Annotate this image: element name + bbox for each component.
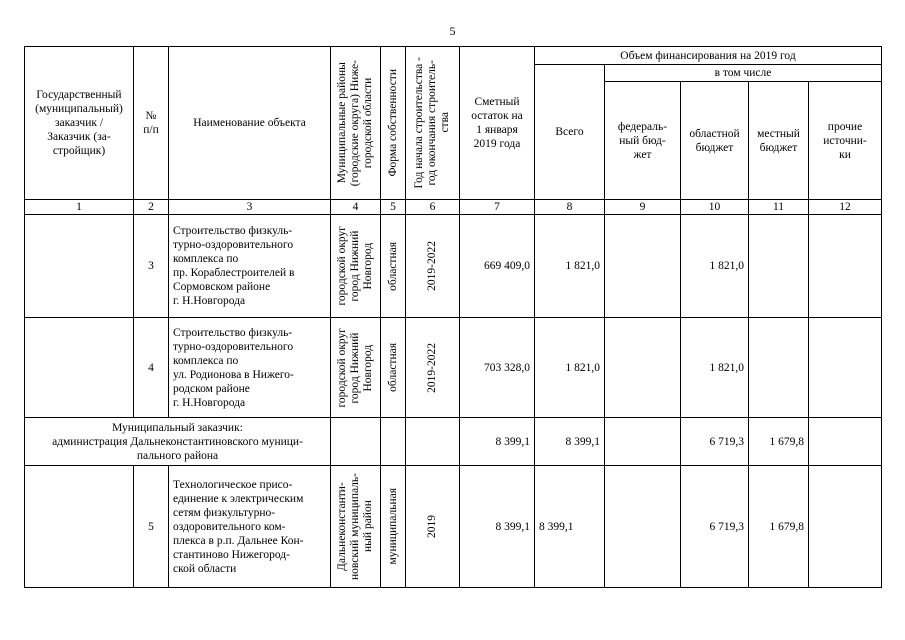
customer-summary-row: [25, 418, 882, 466]
column-number: 11: [749, 200, 809, 215]
table-row: [25, 215, 882, 318]
header-federal: федераль- ный бюд- жет: [605, 82, 681, 200]
other-value: [809, 466, 882, 588]
local-value: 1 679,8: [749, 418, 809, 466]
federal-value: [605, 318, 681, 418]
header-local: местный бюджет: [749, 82, 809, 200]
estimated-balance: 703 328,0: [460, 318, 535, 418]
regional-value: 1 821,0: [681, 318, 749, 418]
row-number: 4: [134, 318, 169, 418]
column-number: 10: [681, 200, 749, 215]
ownership-text: областная: [386, 343, 399, 392]
ownership-cell: [381, 215, 406, 318]
header-regional: областной бюджет: [681, 82, 749, 200]
customer-cell: [25, 215, 134, 318]
object-name: Строительство физкуль- турно-оздоровительного комплекса по ул. Родионова в Нижего- родском районе г. Н.Новгорода: [169, 318, 331, 418]
empty-cell: [381, 418, 406, 466]
district-cell: [331, 318, 381, 418]
header-object-name: Наименование объекта: [169, 47, 331, 200]
local-value: [749, 318, 809, 418]
header-years: [406, 47, 460, 200]
header-total: Всего: [535, 65, 605, 200]
federal-value: [605, 215, 681, 318]
column-number: 2: [134, 200, 169, 215]
header-customer: Государственный (муниципальный) заказчик / Заказчик (за- стройщик): [25, 47, 134, 200]
federal-value: [605, 466, 681, 588]
total-value: 8 399,1: [535, 418, 605, 466]
empty-cell: [331, 418, 381, 466]
customer-cell: [25, 466, 134, 588]
column-number: 7: [460, 200, 535, 215]
district-text: городской округ город Нижний Новгород: [336, 226, 374, 306]
total-value: 1 821,0: [535, 215, 605, 318]
district-cell: [331, 215, 381, 318]
header-ownership-text: Форма собственности: [386, 69, 399, 177]
header-ownership: [381, 47, 406, 200]
column-number: 12: [809, 200, 882, 215]
regional-value: 1 821,0: [681, 215, 749, 318]
estimated-balance: 669 409,0: [460, 215, 535, 318]
column-number: 8: [535, 200, 605, 215]
header-financing-volume: Объем финансирования на 2019 год: [535, 47, 882, 65]
column-number: 1: [25, 200, 134, 215]
column-number: 5: [381, 200, 406, 215]
years-text: 2019-2022: [426, 342, 438, 393]
ownership-text: областная: [386, 241, 399, 291]
header-municipal-districts-text: Муниципальные районы (городские округа) Ниже- городской области: [336, 59, 374, 187]
years-text: 2019-2022: [426, 241, 438, 291]
ownership-text: муниципальная: [386, 488, 399, 565]
header-other: прочие источни- ки: [809, 82, 882, 200]
regional-value: 6 719,3: [681, 418, 749, 466]
total-value: 1 821,0: [535, 318, 605, 418]
ownership-cell: [381, 466, 406, 588]
table-row: [25, 466, 882, 588]
header-years-text: Год начала строительства - год окончания строитель- ства: [413, 57, 451, 189]
other-value: [809, 418, 882, 466]
years-cell: [406, 318, 460, 418]
row-number: 3: [134, 215, 169, 318]
header-estimated-balance: Сметный остаток на 1 января 2019 года: [460, 47, 535, 200]
row-number: 5: [134, 466, 169, 588]
years-text: 2019: [426, 515, 438, 538]
object-name: Технологическое присо- единение к электрическим сетям физкультурно- оздоровительного ком- плекса в р.п. Дальнее Кон- стантиново Нижегород- ской области: [169, 466, 331, 588]
other-value: [809, 215, 882, 318]
years-cell: [406, 215, 460, 318]
header-num: № п/п: [134, 47, 169, 200]
column-number: 4: [331, 200, 381, 215]
header-municipal-districts: [331, 47, 381, 200]
regional-value: 6 719,3: [681, 466, 749, 588]
page-number: 5: [449, 24, 456, 38]
municipal-customer-label: Муниципальный заказчик: администрация Дальнеконстантиновского муници- пального района: [25, 418, 331, 466]
estimated-balance: 8 399,1: [460, 466, 535, 588]
years-cell: [406, 466, 460, 588]
district-text: городской округ город Нижний Новгород: [336, 327, 374, 408]
total-value: 8 399,1: [535, 466, 605, 588]
column-number: 3: [169, 200, 331, 215]
empty-cell: [406, 418, 460, 466]
estimated-balance: 8 399,1: [460, 418, 535, 466]
district-text: Дальнеконстанти- новский муниципаль- ный район: [336, 473, 374, 580]
financing-table: [24, 46, 882, 588]
column-number: 9: [605, 200, 681, 215]
column-number: 6: [406, 200, 460, 215]
local-value: 1 679,8: [749, 466, 809, 588]
table-row: [25, 318, 882, 418]
federal-value: [605, 418, 681, 466]
other-value: [809, 318, 882, 418]
header-including: в том числе: [605, 65, 882, 82]
object-name: Строительство физкуль- турно-оздоровительного комплекса по пр. Кораблестроителей в Сормовском районе г. Н.Новгорода: [169, 215, 331, 318]
ownership-cell: [381, 318, 406, 418]
district-cell: [331, 466, 381, 588]
local-value: [749, 215, 809, 318]
customer-cell: [25, 318, 134, 418]
